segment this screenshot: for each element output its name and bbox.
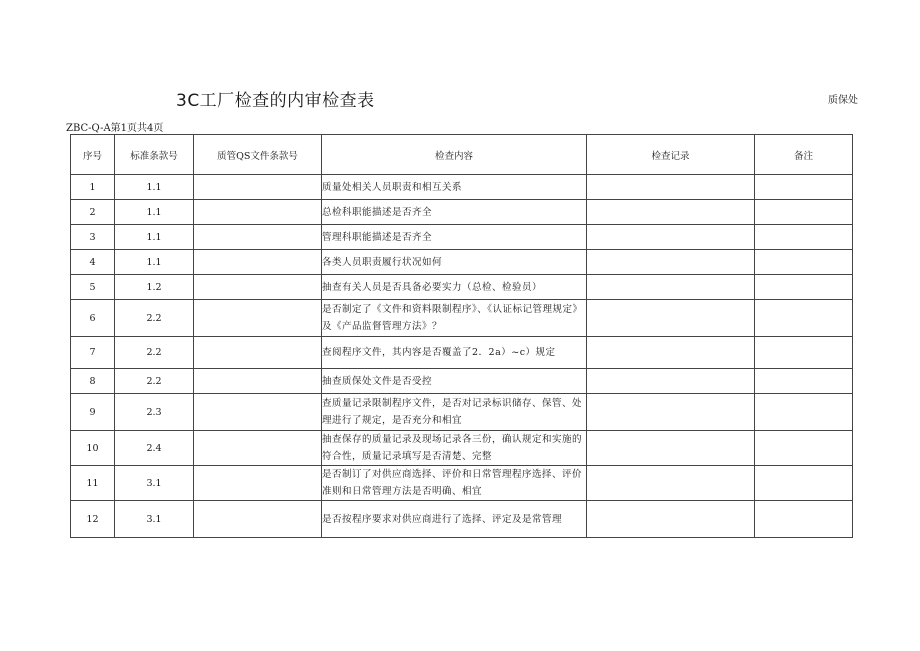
row-record (587, 394, 755, 431)
row-qs-clause (194, 369, 322, 394)
row-qs-clause (194, 501, 322, 538)
col-header-clause: 标准条款号 (115, 135, 194, 175)
row-note (755, 275, 853, 300)
row-qs-clause (194, 300, 322, 337)
table-row (71, 501, 853, 538)
col-header-qs-clause: 质管QS文件条款号 (194, 135, 322, 175)
row-note (755, 394, 853, 431)
row-record (587, 250, 755, 275)
row-no: 7 (71, 337, 115, 369)
row-record (587, 275, 755, 300)
row-no: 6 (71, 300, 115, 337)
row-qs-clause (194, 394, 322, 431)
row-record (587, 175, 755, 200)
page-title: 3C工厂检查的内审检查表 (176, 91, 375, 111)
row-qs-clause (194, 466, 322, 501)
department-label: 质保处 (828, 95, 858, 106)
row-qs-clause (194, 250, 322, 275)
row-qs-clause (194, 175, 322, 200)
table-row (71, 466, 853, 501)
row-record (587, 337, 755, 369)
row-content: 总检科职能描述是否齐全 (322, 200, 587, 225)
row-note (755, 175, 853, 200)
row-note (755, 466, 853, 501)
row-record (587, 200, 755, 225)
row-note (755, 200, 853, 225)
row-clause: 1.2 (115, 275, 194, 300)
table-row (71, 300, 853, 337)
row-record (587, 431, 755, 466)
table-row (71, 225, 853, 250)
doc-number: ZBC-Q-A第1页共4页 (66, 123, 164, 134)
row-clause: 1.1 (115, 200, 194, 225)
row-clause: 2.2 (115, 337, 194, 369)
row-note (755, 225, 853, 250)
row-content: 各类人员职责履行状况如何 (322, 250, 587, 275)
row-no: 9 (71, 394, 115, 431)
row-no: 10 (71, 431, 115, 466)
row-clause: 2.2 (115, 300, 194, 337)
row-note (755, 369, 853, 394)
row-note (755, 501, 853, 538)
row-clause: 1.1 (115, 225, 194, 250)
row-qs-clause (194, 337, 322, 369)
row-clause: 2.2 (115, 369, 194, 394)
row-no: 1 (71, 175, 115, 200)
row-content: 是否按程序要求对供应商进行了选择、评定及是常管理 (322, 501, 587, 538)
row-note (755, 431, 853, 466)
row-content: 查质量记录限制程序文件，是否对记录标识储存、保管、处理进行了规定，是否充分和相宜 (322, 394, 587, 431)
row-no: 4 (71, 250, 115, 275)
row-clause: 1.1 (115, 250, 194, 275)
row-no: 12 (71, 501, 115, 538)
row-no: 3 (71, 225, 115, 250)
table-header-row (71, 135, 853, 175)
row-record (587, 300, 755, 337)
row-qs-clause (194, 225, 322, 250)
row-note (755, 300, 853, 337)
table-row (71, 369, 853, 394)
row-qs-clause (194, 431, 322, 466)
row-record (587, 369, 755, 394)
row-note (755, 250, 853, 275)
row-clause: 1.1 (115, 175, 194, 200)
row-record (587, 501, 755, 538)
row-no: 11 (71, 466, 115, 501)
row-clause: 2.4 (115, 431, 194, 466)
row-clause: 2.3 (115, 394, 194, 431)
table-row (71, 200, 853, 225)
row-content: 抽查有关人员是否具备必要实力（总检、检验员） (322, 275, 587, 300)
row-content: 查阅程序文件，其内容是否覆盖了2．2a）~c）规定 (322, 337, 587, 369)
row-qs-clause (194, 200, 322, 225)
table-row (71, 275, 853, 300)
row-clause: 3.1 (115, 501, 194, 538)
row-record (587, 225, 755, 250)
col-header-record: 检查记录 (587, 135, 755, 175)
row-no: 5 (71, 275, 115, 300)
row-clause: 3.1 (115, 466, 194, 501)
row-content: 质量处相关人员职责和相互关系 (322, 175, 587, 200)
row-no: 8 (71, 369, 115, 394)
row-content: 管理科职能描述是否齐全 (322, 225, 587, 250)
table-row (71, 250, 853, 275)
row-content: 是否制定了《文件和资料限制程序》、《认证标记管理规定》及《产品监督管理方法》？ (322, 300, 587, 337)
row-no: 2 (71, 200, 115, 225)
table-row (71, 394, 853, 431)
col-header-content: 检查内容 (322, 135, 587, 175)
row-record (587, 466, 755, 501)
row-note (755, 337, 853, 369)
table-row (71, 431, 853, 466)
table-row (71, 337, 853, 369)
checklist-table (70, 134, 853, 538)
col-header-note: 备注 (755, 135, 853, 175)
row-qs-clause (194, 275, 322, 300)
row-content: 抽查保存的质量记录及现场记录各三份，确认规定和实施的符合性，质量记录填写是否清楚、完整 (322, 431, 587, 466)
row-content: 抽查质保处文件是否受控 (322, 369, 587, 394)
table-row (71, 175, 853, 200)
row-content: 是否制订了对供应商选择、评价和日常管理程序选择、评价准则和日常管理方法是否明确、相宜 (322, 466, 587, 501)
col-header-no: 序号 (71, 135, 115, 175)
